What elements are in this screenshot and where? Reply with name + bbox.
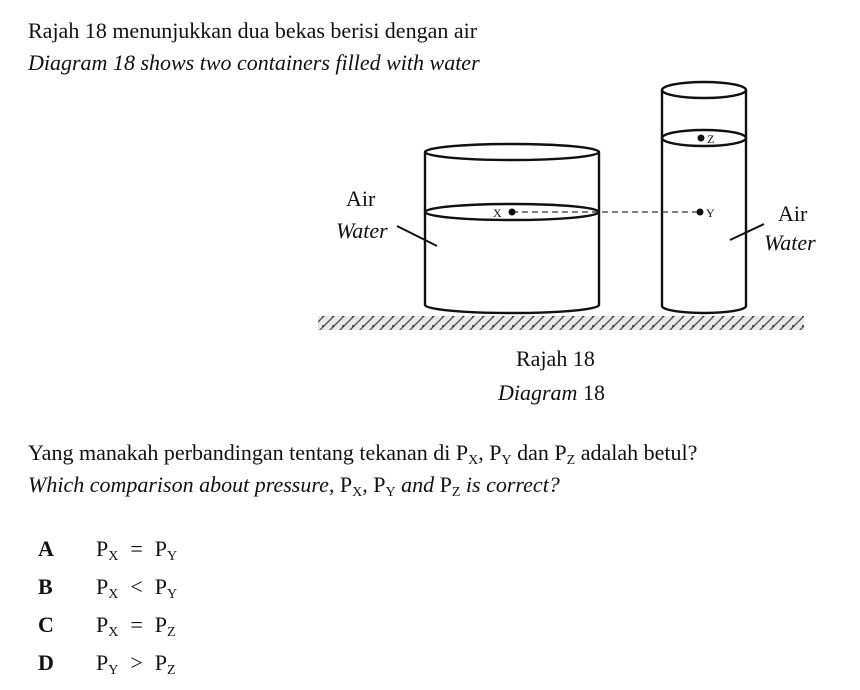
right-label-malay: Air xyxy=(778,201,808,226)
question-malay-suffix: adalah betul? xyxy=(575,440,698,465)
option-letter: A xyxy=(38,536,54,561)
point-x-dot xyxy=(509,209,516,216)
question-malay-and: dan xyxy=(517,440,549,465)
tall-container xyxy=(662,82,746,313)
wide-container xyxy=(425,144,599,313)
pressure-x-en: $P_X$ xyxy=(339,472,363,500)
left-label-malay: Air xyxy=(346,186,376,211)
point-x-label: X xyxy=(493,206,502,220)
pressure-y: $P_Y$ xyxy=(489,440,512,468)
caption-english-word: Diagram xyxy=(498,380,578,405)
point-y-label: Y xyxy=(706,206,715,220)
question-english-suffix: is correct? xyxy=(460,472,560,497)
question-english-prefix: Which comparison about pressure, xyxy=(28,472,340,497)
option-letter: B xyxy=(38,574,53,599)
caption-english xyxy=(497,380,605,405)
intro-english: Diagram 18 shows two containers filled with water xyxy=(28,50,480,75)
point-y-dot xyxy=(697,209,704,216)
intro-malay: Rajah 18 menunjukkan dua bekas berisi dengan air xyxy=(28,18,478,43)
left-label-pointer xyxy=(397,226,437,246)
left-label-english: Water xyxy=(336,218,388,243)
question-english: Which comparison about pressure, $P_X$, $P_Y$ and $P_Z$ is correct? xyxy=(28,472,560,500)
question-english-and: and xyxy=(401,472,435,497)
option-a[interactable]: A $P_X = P_Y$ xyxy=(38,536,178,564)
caption-malay: Rajah 18 xyxy=(516,346,595,371)
pressure-y-en: $P_Y$ xyxy=(373,472,396,500)
caption-english-number: 18 xyxy=(582,380,605,405)
option-c[interactable]: C $P_X = P_Z$ xyxy=(38,612,176,640)
option-letter: C xyxy=(38,612,54,637)
question-malay-prefix: Yang manakah perbandingan tentang tekanan di xyxy=(28,440,456,465)
option-b[interactable]: B $P_X < P_Y$ xyxy=(38,574,178,602)
question-malay: Yang manakah perbandingan tentang tekanan di $P_X$, $P_Y$ dan $P_Z$ adalah betul? xyxy=(28,440,698,468)
point-z-label: Z xyxy=(707,132,715,146)
right-label-english: Water xyxy=(764,230,816,255)
point-z-dot xyxy=(698,135,705,142)
pressure-z-en: $P_Z$ xyxy=(439,472,461,500)
pressure-x: $P_X$ xyxy=(455,440,479,468)
pressure-z: $P_Z$ xyxy=(554,440,576,468)
ground-surface xyxy=(318,316,804,330)
option-d[interactable]: D $P_Y > P_Z$ xyxy=(38,650,176,678)
option-letter: D xyxy=(38,650,54,675)
